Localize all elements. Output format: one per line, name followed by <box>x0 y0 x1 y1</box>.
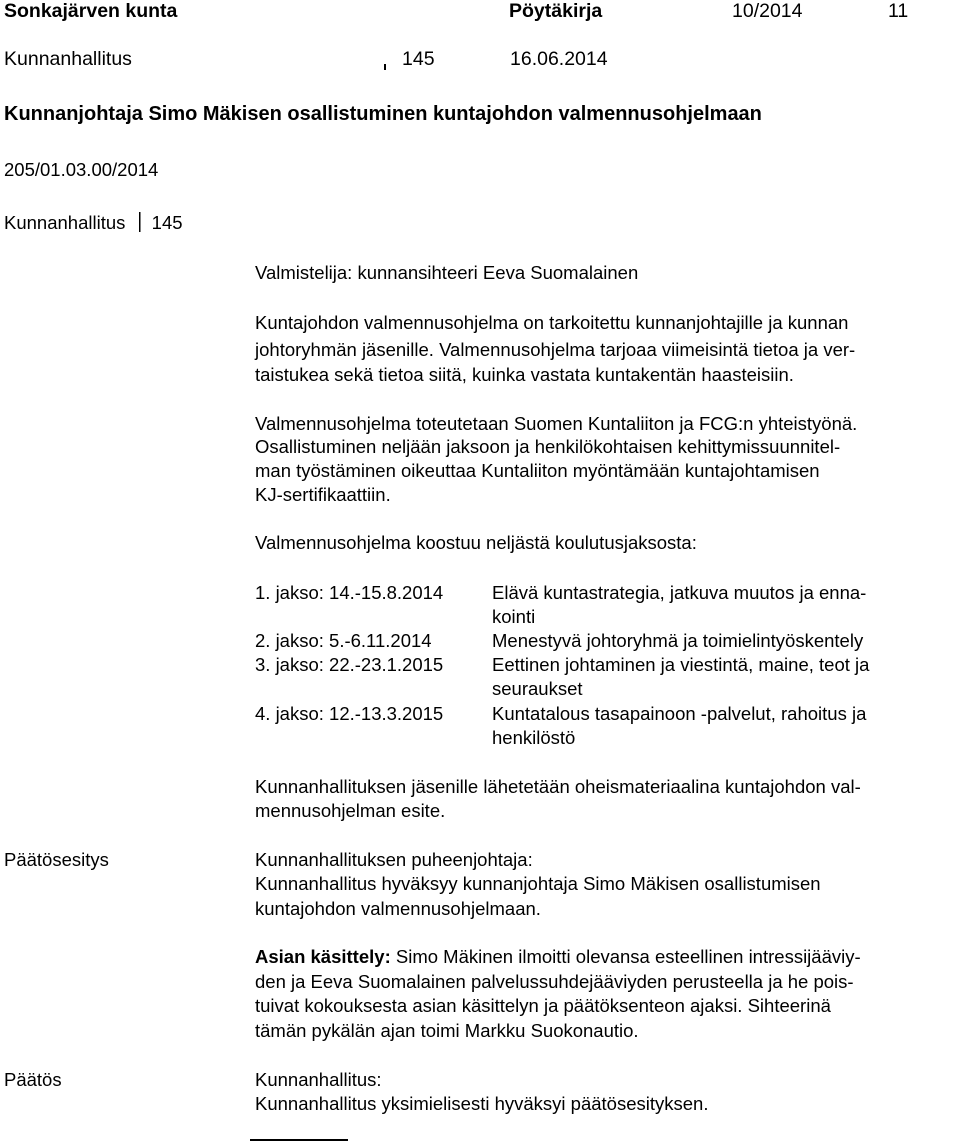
proposal-line: Kunnanhallitus hyväksyy kunnanjohtaja Simo Mäkisen osallistumisen <box>255 873 821 894</box>
schedule-desc: kointi <box>492 606 536 627</box>
item-title: Kunnanjohtaja Simo Mäkisen osallistuminen kuntajohdon valmennusohjelmaan <box>4 103 762 125</box>
handling-line: tuivat kokouksesta asian käsittelyn ja päätöksenteon ajaksi. Sihteerinä <box>255 995 831 1016</box>
section-mark <box>384 64 386 70</box>
handling-text: Simo Mäkinen ilmoitti olevansa esteellinen intressijääviy- <box>390 946 861 967</box>
schedule-date: 1. jakso: 14.-15.8.2014 <box>255 582 444 603</box>
preparer: Valmistelija: kunnansihteeri Eeva Suomalainen <box>255 262 639 283</box>
meeting-body: Kunnanhallitus <box>4 212 126 233</box>
municipality-name: Sonkajärven kunta <box>4 0 178 22</box>
schedule-date: 3. jakso: 22.-23.1.2015 <box>255 654 444 675</box>
schedule-desc: Eettinen johtaminen ja viestintä, maine, teot ja <box>492 654 870 675</box>
para1-line: taistukea sekä tietoa siitä, kuinka vastata kuntakentän haasteisiin. <box>255 364 794 385</box>
header-body: Kunnanhallitus <box>4 48 132 70</box>
schedule-desc: Elävä kuntastrategia, jatkuva muutos ja enna- <box>492 582 867 603</box>
section-mark-icon <box>137 212 141 232</box>
handling-line: tämän pykälän ajan toimi Markku Suokonautio. <box>255 1020 639 1041</box>
meeting-section: 145 <box>151 212 183 233</box>
para2-line: KJ-sertifikaattiin. <box>255 484 391 505</box>
schedule-date: 4. jakso: 12.-13.3.2015 <box>255 703 444 724</box>
schedule-desc: Kuntatalous tasapainoon -palvelut, rahoitus ja <box>492 703 867 724</box>
document-number: 10/2014 <box>732 0 803 22</box>
document-type: Pöytäkirja <box>509 0 603 22</box>
handling-line <box>255 946 861 968</box>
handling-label: Asian käsittely: <box>255 946 391 967</box>
decision-line: Kunnanhallitus yksimielisesti hyväksyi päätösesityksen. <box>255 1093 709 1114</box>
schedule-date: 2. jakso: 5.-6.11.2014 <box>255 630 432 651</box>
para2-line: Osallistuminen neljään jaksoon ja henkilökohtaisen kehittymissuunnitel- <box>255 436 841 457</box>
reference-number: 205/01.03.00/2014 <box>4 159 159 180</box>
para1-line: johtoryhmän jäsenille. Valmennusohjelma tarjoaa viimeisintä tietoa ja ver- <box>255 339 856 360</box>
page-number: 11 <box>888 0 909 22</box>
handling-line: den ja Eeva Suomalainen palvelussuhdejääviyden perusteella ja he pois- <box>255 971 854 992</box>
para3: Valmennusohjelma koostuu neljästä koulutusjaksosta: <box>255 532 697 553</box>
schedule-desc: Menestyvä johtoryhmä ja toimielintyöskentely <box>492 630 864 651</box>
para4-line: Kunnanhallituksen jäsenille lähetetään oheismateriaalina kuntajohdon val- <box>255 776 861 797</box>
header-date: 16.06.2014 <box>510 48 608 70</box>
para2-line: Valmennusohjelma toteutetaan Suomen Kuntaliiton ja FCG:n yhteistyönä. <box>255 413 858 434</box>
schedule-desc: henkilöstö <box>492 727 576 748</box>
para1-line: Kuntajohdon valmennusohjelma on tarkoitettu kunnanjohtajille ja kunnan <box>255 312 849 333</box>
footer-rule <box>250 1139 348 1141</box>
decision-line: Kunnanhallitus: <box>255 1069 382 1090</box>
proposal-label: Päätösesitys <box>4 849 109 870</box>
para2-line: man työstäminen oikeuttaa Kuntaliiton myöntämään kuntajohtamisen <box>255 460 820 481</box>
header-section: 145 <box>402 48 435 70</box>
proposal-line: Kunnanhallituksen puheenjohtaja: <box>255 849 533 870</box>
decision-label: Päätös <box>4 1069 62 1090</box>
proposal-line: kuntajohdon valmennusohjelmaan. <box>255 898 541 919</box>
schedule-desc: seuraukset <box>492 678 583 699</box>
meeting-info <box>4 212 183 234</box>
para4-line: mennusohjelman esite. <box>255 800 446 821</box>
